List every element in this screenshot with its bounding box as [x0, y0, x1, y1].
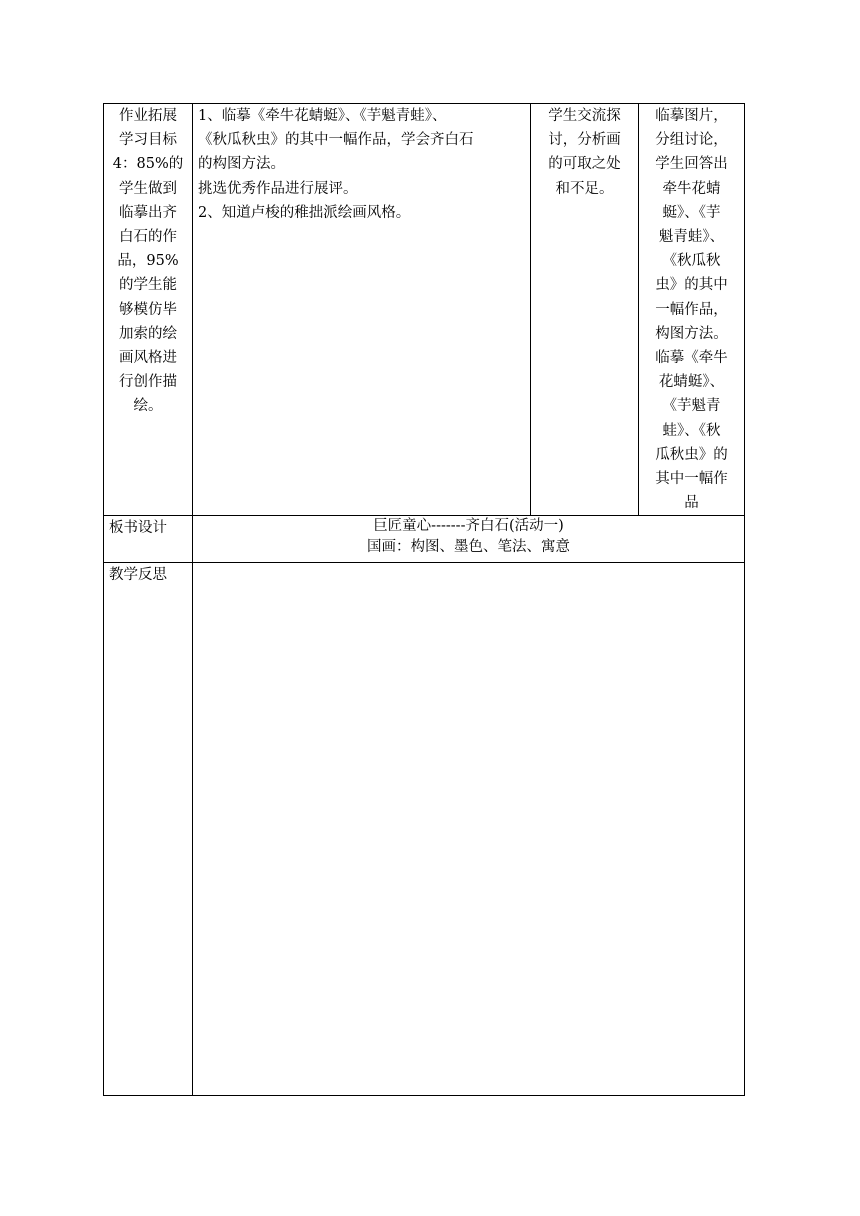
label-line: 行创作描: [119, 374, 177, 391]
label-line: 的学生能: [119, 277, 177, 294]
label-line: 绘。: [133, 398, 163, 415]
teacher-line: 品: [684, 495, 699, 512]
label-line: 学习目标: [119, 132, 177, 149]
teacher-line: 蜓》、《芋: [662, 204, 721, 221]
board-title: 巨匠童心-------齐白石(活动一): [373, 518, 564, 535]
content-line: 挑选优秀作品进行展评。: [198, 180, 358, 197]
teacher-line: 《芋魁青: [662, 398, 721, 415]
reflection-label: 教学反思: [104, 563, 193, 1096]
teacher-line: 临摹《牵牛: [655, 350, 728, 367]
student-line: 和不足。: [555, 180, 614, 197]
label-line: 学生做到: [119, 180, 177, 197]
homework-content-cell: [193, 104, 531, 516]
teacher-line: 《秋瓜秋: [662, 253, 721, 270]
content-line: 2、知道卢梭的稚拙派绘画风格。: [198, 204, 411, 221]
teacher-line: 分组讨论，: [655, 132, 728, 149]
label-line: 品，95%: [117, 253, 179, 270]
teacher-activity-cell: [639, 104, 745, 516]
student-line: 学生交流探: [548, 108, 621, 124]
student-line: 的可取之处: [548, 156, 621, 173]
board-design-content: [193, 516, 745, 563]
lesson-plan-table: [103, 103, 745, 1096]
teacher-line: 临摹图片，: [655, 108, 728, 124]
teacher-line: 蛙》、《秋: [662, 422, 721, 439]
content-line: 1、临摹《牵牛花蜻蜓》、《芋魁青蛙》、: [198, 108, 447, 124]
teacher-line: 虫》的其中: [655, 277, 728, 294]
reflection-content: [193, 563, 745, 1096]
label-line: 加索的绘: [119, 325, 177, 342]
student-line: 讨，分析画: [548, 132, 621, 149]
student-activity-cell: [531, 104, 639, 516]
teacher-line: 牵牛花蜻: [662, 180, 721, 197]
label-line: 够模仿毕: [119, 301, 177, 318]
teacher-line: 其中一幅作: [655, 471, 728, 488]
teacher-line: 学生回答出: [655, 156, 728, 173]
teacher-line: 构图方法。: [655, 325, 728, 342]
teacher-line: 花蜻蜓》、: [658, 374, 725, 391]
board-design-label: 板书设计: [104, 516, 193, 563]
label-line: 临摹出齐: [119, 204, 177, 221]
content-line: 的构图方法。: [198, 156, 285, 173]
board-subtitle: 国画：构图、墨色、笔法、寓意: [367, 539, 570, 556]
label-line: 4：85%的: [112, 156, 184, 173]
homework-label-cell: [104, 104, 193, 516]
label-line: 画风格进: [119, 350, 177, 367]
homework-row: [104, 104, 745, 516]
teacher-line: 魁青蛙》、: [658, 229, 725, 246]
teacher-line: 一幅作品，: [655, 301, 728, 318]
teacher-line: 瓜秋虫》的: [655, 446, 728, 463]
reflection-row: [104, 563, 745, 1096]
board-design-row: [104, 516, 745, 563]
content-line: 《秋瓜秋虫》的其中一幅作品，学会齐白石: [198, 132, 474, 149]
label-line: 作业拓展: [119, 108, 177, 124]
label-line: 白石的作: [119, 229, 177, 246]
